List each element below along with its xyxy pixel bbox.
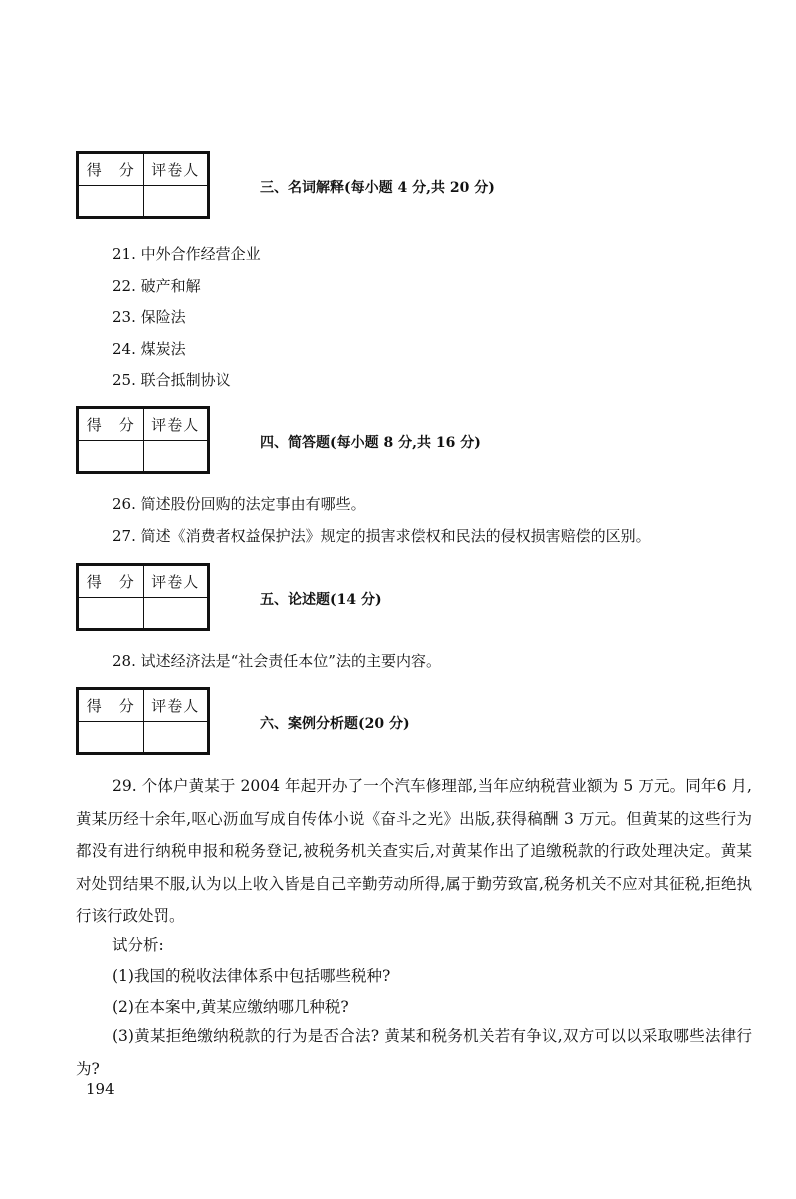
score-box-section-4 [76,406,210,474]
grader-cell [143,185,208,217]
question-26: 26. 简述股份回购的法定事由有哪些。 [112,495,366,513]
case-paragraph: 29. 个体户黄某于 2004 年起开办了一个汽车修理部,当年应纳税营业额为 5 万元。同年6 月,黄某历经十余年,呕心沥血写成自传体小说《奋斗之光》出版,获得稿酬 3 万元。但黄某的这些行为都没有进行纳税申报和税务登记,被税务机关查实后,对黄某作出了追缴税款的行政处理决定。黄某对处罚结果不服,认为以上收入皆是自己辛勤劳动所得,属于勤劳致富,税务机关不应对其征税,拒绝执行该行政处罚。 [76,777,752,925]
section-title-3: 三、名词解释(每小题 4 分,共 20 分) [260,180,495,196]
section-title-5: 五、论述题(14 分) [260,592,382,608]
case-question-3: (3)黄某拒绝缴纳税款的行为是否合法? 黄某和税务机关若有争议,双方可以以采取哪些法律行为? [76,1027,752,1078]
score-box-section-6 [76,687,210,755]
section-title-4: 四、简答题(每小题 8 分,共 16 分) [260,435,481,451]
score-label: 得 分 [79,566,144,598]
page-number: 194 [86,1080,115,1098]
question-27: 27. 简述《消费者权益保护法》规定的损害求偿权和民法的侵权损害赔偿的区别。 [112,527,651,545]
grader-cell [143,721,208,753]
grader-label: 评卷人 [143,154,208,186]
question-28: 28. 试述经济法是“社会责任本位”法的主要内容。 [112,652,441,670]
question-23: 23. 保险法 [112,308,186,326]
score-cell [79,440,144,472]
question-21: 21. 中外合作经营企业 [112,245,261,263]
score-cell [79,185,144,217]
grader-label: 评卷人 [143,690,208,722]
score-label: 得 分 [79,690,144,722]
question-22: 22. 破产和解 [112,277,201,295]
score-box-section-5 [76,563,210,631]
grader-label: 评卷人 [143,566,208,598]
score-label: 得 分 [79,409,144,441]
grader-cell [143,440,208,472]
case-question-2: (2)在本案中,黄某应缴纳哪几种税? [112,998,349,1016]
score-cell [79,721,144,753]
score-box-section-3 [76,151,210,219]
grader-cell [143,597,208,629]
score-cell [79,597,144,629]
section-title-6: 六、案例分析题(20 分) [260,716,410,732]
grader-label: 评卷人 [143,409,208,441]
question-25: 25. 联合抵制协议 [112,371,231,389]
analysis-label: 试分析: [112,936,164,954]
score-label: 得 分 [79,154,144,186]
question-24: 24. 煤炭法 [112,340,186,358]
case-question-1: (1)我国的税收法律体系中包括哪些税种? [112,967,391,985]
